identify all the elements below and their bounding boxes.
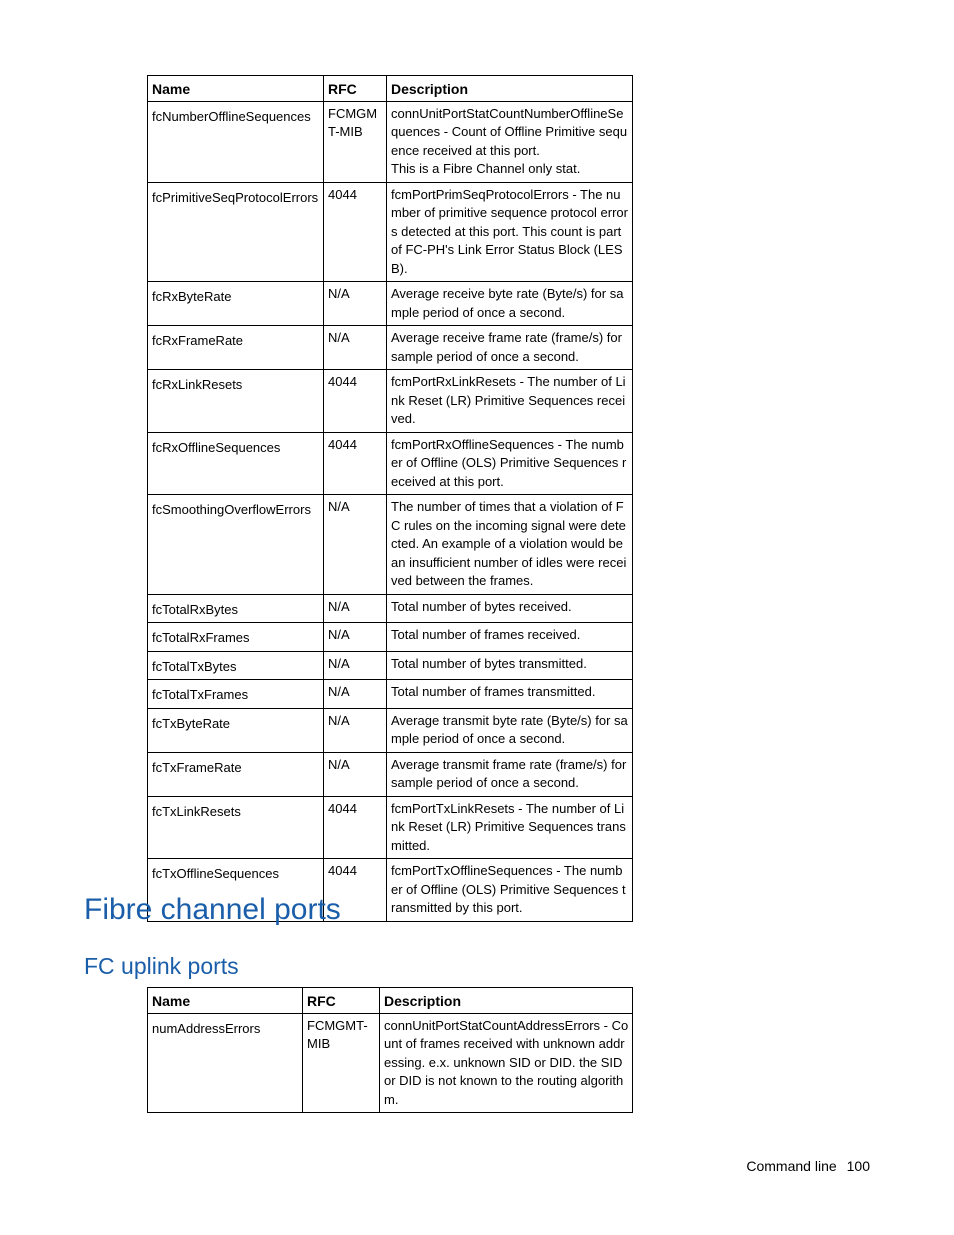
row-description: Average transmit byte rate (Byte/s) for sample period of once a second. — [387, 708, 633, 752]
row-description: Total number of frames transmitted. — [387, 680, 633, 709]
row-name: fcTotalTxBytes — [148, 651, 324, 680]
row-description: Average transmit frame rate (frame/s) for sample period of once a second. — [387, 752, 633, 796]
column-header-description: Description — [387, 76, 633, 102]
row-name: fcPrimitiveSeqProtocolErrors — [148, 182, 324, 282]
row-name: fcTxOfflineSequences — [148, 859, 324, 922]
row-description: fcmPortTxOfflineSequences - The number of Offline (OLS) Primitive Sequences transmitted by this port. — [387, 859, 633, 922]
row-name: fcTxFrameRate — [148, 752, 324, 796]
table-row — [148, 282, 633, 326]
row-name: fcTotalRxFrames — [148, 623, 324, 652]
row-name: fcRxOfflineSequences — [148, 432, 324, 495]
table-row — [148, 623, 633, 652]
row-description: Average receive byte rate (Byte/s) for sample period of once a second. — [387, 282, 633, 326]
row-description: Total number of frames received. — [387, 623, 633, 652]
row-rfc: N/A — [324, 282, 387, 326]
column-header-name: Name — [148, 76, 324, 102]
row-name: fcRxFrameRate — [148, 326, 324, 370]
row-rfc: N/A — [324, 326, 387, 370]
table-row — [148, 101, 633, 182]
description-text: connUnitPortStatCountNumberOfflineSequences - Count of Offline Primitive sequence received at this port. — [391, 105, 628, 158]
column-header-rfc: RFC — [303, 988, 380, 1014]
row-name: fcTxLinkResets — [148, 796, 324, 859]
row-description: fcmPortRxLinkResets - The number of Link Reset (LR) Primitive Sequences received. — [387, 370, 633, 433]
table-row — [148, 432, 633, 495]
row-description — [387, 101, 633, 182]
column-header-name: Name — [148, 988, 303, 1014]
row-rfc: N/A — [324, 708, 387, 752]
row-name: numAddressErrors — [148, 1013, 303, 1113]
uplink-ports-table — [147, 987, 633, 1113]
row-rfc: FCMGMT-MIB — [303, 1013, 380, 1113]
table-row — [148, 796, 633, 859]
column-header-description: Description — [380, 988, 633, 1014]
row-name: fcTotalTxFrames — [148, 680, 324, 709]
row-description: Total number of bytes received. — [387, 594, 633, 623]
section-title: Fibre channel ports — [84, 893, 341, 926]
table-row — [148, 182, 633, 282]
row-name: fcSmoothingOverflowErrors — [148, 495, 324, 595]
row-name: fcRxByteRate — [148, 282, 324, 326]
table-row — [148, 752, 633, 796]
table-header-row — [148, 988, 633, 1014]
row-description: fcmPortTxLinkResets - The number of Link Reset (LR) Primitive Sequences transmitted. — [387, 796, 633, 859]
row-rfc: 4044 — [324, 370, 387, 433]
row-description: fcmPortRxOfflineSequences - The number of Offline (OLS) Primitive Sequences received at this port. — [387, 432, 633, 495]
row-rfc: 4044 — [324, 859, 387, 922]
page-number: 100 — [846, 1158, 870, 1174]
row-name: fcTotalRxBytes — [148, 594, 324, 623]
column-header-rfc: RFC — [324, 76, 387, 102]
row-rfc: N/A — [324, 680, 387, 709]
row-rfc: 4044 — [324, 432, 387, 495]
row-name: fcRxLinkResets — [148, 370, 324, 433]
row-description: connUnitPortStatCountAddressErrors - Count of frames received with unknown addressing. e.x. unknown SID or DID. the SID or DID is not known to the routing algorithm. — [380, 1013, 633, 1113]
table-row — [148, 370, 633, 433]
row-rfc: 4044 — [324, 182, 387, 282]
table-row — [148, 1013, 633, 1113]
table-row — [148, 326, 633, 370]
subsection-title: FC uplink ports — [84, 953, 239, 979]
footer-label: Command line — [746, 1158, 837, 1174]
table-row — [148, 495, 633, 595]
table-row — [148, 708, 633, 752]
row-rfc: N/A — [324, 651, 387, 680]
row-name: fcTxByteRate — [148, 708, 324, 752]
row-description: Total number of bytes transmitted. — [387, 651, 633, 680]
description-note: This is a Fibre Channel only stat. — [391, 161, 581, 176]
table-header-row — [148, 76, 633, 102]
row-name: fcNumberOfflineSequences — [148, 101, 324, 182]
row-rfc: N/A — [324, 594, 387, 623]
row-rfc: FCMGMT-MIB — [324, 101, 387, 182]
table-row — [148, 651, 633, 680]
row-description: Average receive frame rate (frame/s) for sample period of once a second. — [387, 326, 633, 370]
row-description: fcmPortPrimSeqProtocolErrors - The number of primitive sequence protocol errors detected at this port. This count is part of FC-PH's Link Error Status Block (LESB). — [387, 182, 633, 282]
row-description: The number of times that a violation of FC rules on the incoming signal were detected. An example of a violation would be an insufficient number of idles were received between the frames. — [387, 495, 633, 595]
counters-table — [147, 75, 633, 922]
table-row — [148, 680, 633, 709]
page-footer — [746, 1158, 870, 1174]
row-rfc: 4044 — [324, 796, 387, 859]
row-rfc: N/A — [324, 752, 387, 796]
table-row — [148, 594, 633, 623]
row-rfc: N/A — [324, 623, 387, 652]
row-rfc: N/A — [324, 495, 387, 595]
